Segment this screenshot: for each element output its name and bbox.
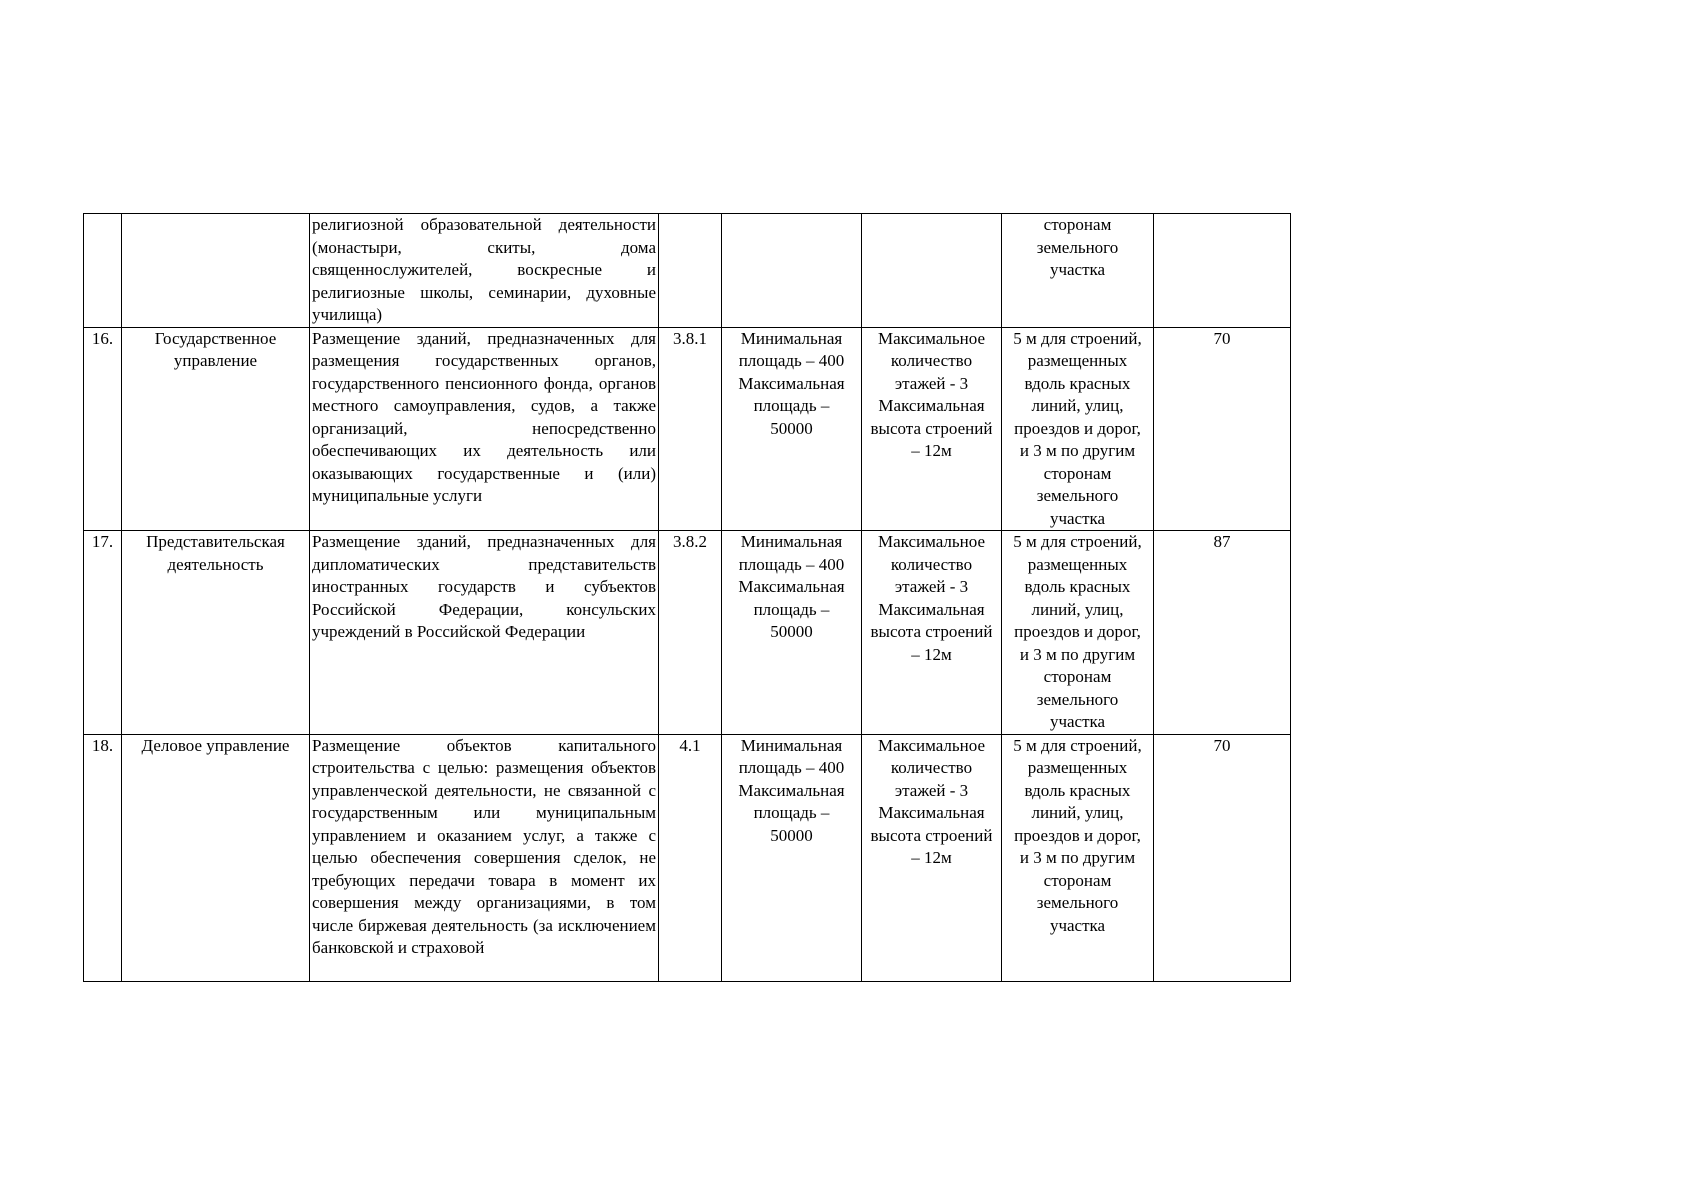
floors-height-cell [862, 531, 1002, 735]
setback-cell [1002, 214, 1154, 328]
table-row-continuation [84, 214, 1291, 328]
coverage-percent-cell [1154, 734, 1291, 981]
classifier-code: 3.8.1 [673, 328, 707, 348]
classifier-code: 3.8.2 [673, 532, 707, 551]
setback-text: 5 м для строений, размещенных вдоль красных линий, улиц, проездов и дорог, и 3 м по другим сторонам земельного участка [1013, 328, 1142, 528]
use-description-cell [310, 531, 659, 735]
floors-height-cell [862, 734, 1002, 981]
setback-cell [1002, 734, 1154, 981]
classifier-code-cell [659, 327, 722, 531]
row-number-cell [84, 531, 122, 735]
use-name-cell [122, 734, 310, 981]
coverage-percent-cell [1154, 327, 1291, 531]
use-name-cell [122, 327, 310, 531]
coverage-percent: 70 [1213, 735, 1231, 755]
plot-area-cell [722, 531, 862, 735]
coverage-percent: 70 [1213, 328, 1231, 348]
plot-area-text: Минимальная площадь – 400 Максимальная площадь – 50000 [738, 328, 845, 438]
use-name-cell [122, 531, 310, 735]
floors-height-text: Максимальное количество этажей - 3 Максимальная высота строений – 12м [870, 735, 993, 867]
use-name: Деловое управление [141, 735, 290, 755]
row-number: 16. [91, 328, 114, 348]
use-description-text: религиозной образовательной деятельности (монастыри, скиты, дома священнослужителей, воскресные и религиозные школы, семинарии, духовные училища) [312, 215, 656, 324]
coverage-percent-cell [1154, 214, 1291, 328]
row-number-cell [84, 214, 122, 328]
classifier-code-cell [659, 531, 722, 735]
classifier-code-cell [659, 214, 722, 328]
use-description-cell [310, 734, 659, 981]
setback-cell [1002, 531, 1154, 735]
row-number: 17. [91, 532, 114, 551]
plot-area-text: Минимальная площадь – 400 Максимальная площадь – 50000 [738, 532, 845, 641]
plot-area-cell [722, 327, 862, 531]
use-description-cell [310, 214, 659, 328]
row-number-cell [84, 734, 122, 981]
use-name: Государственное управление [154, 328, 277, 370]
table-row [84, 734, 1291, 981]
setback-text: 5 м для строений, размещенных вдоль красных линий, улиц, проездов и дорог, и 3 м по другим сторонам земельного участка [1013, 532, 1142, 731]
use-name: Представительская деятельность [146, 532, 285, 574]
classifier-code: 4.1 [679, 735, 701, 755]
use-description-text: Размещение зданий, предназначенных для размещения государственных органов, государственного пенсионного фонда, органов местного самоуправления, судов, а также организаций, непосредственно обеспечивающих их деятельность или оказывающих государственные и (или) муниципальные услуги [312, 328, 656, 505]
use-description-text: Размещение объектов капитального строительства с целью: размещения объектов управленческой деятельности, не связанной с государственным или муниципальным управлением и оказанием услуг, а также с целью обеспечения совершения сделок, не требующих передачи товара в момент их совершения между организациями, в том числе биржевая деятельность (за исключением банковской и страховой [312, 735, 656, 957]
use-description-cell [310, 327, 659, 531]
table-row [84, 327, 1291, 531]
floors-height-cell [862, 214, 1002, 328]
floors-height-cell [862, 327, 1002, 531]
setback-cell [1002, 327, 1154, 531]
row-number: 18. [91, 735, 114, 755]
floors-height-text: Максимальное количество этажей - 3 Максимальная высота строений – 12м [870, 532, 993, 664]
table-row [84, 531, 1291, 735]
row-number-cell [84, 327, 122, 531]
floors-height-text: Максимальное количество этажей - 3 Максимальная высота строений – 12м [870, 328, 993, 460]
plot-area-text: Минимальная площадь – 400 Максимальная площадь – 50000 [738, 735, 845, 845]
plot-area-cell [722, 214, 862, 328]
use-description-text: Размещение зданий, предназначенных для дипломатических представительств иностранных государств и субъектов Российской Федерации, консульских учреждений в Российской Федерации [312, 532, 656, 641]
coverage-percent-cell [1154, 531, 1291, 735]
coverage-percent: 87 [1213, 532, 1231, 551]
zoning-regulations-table [83, 213, 1291, 982]
use-name-cell [122, 214, 310, 328]
classifier-code-cell [659, 734, 722, 981]
setback-text: сторонам земельного участка [1036, 215, 1119, 279]
setback-text: 5 м для строений, размещенных вдоль красных линий, улиц, проездов и дорог, и 3 м по другим сторонам земельного участка [1013, 735, 1142, 935]
plot-area-cell [722, 734, 862, 981]
